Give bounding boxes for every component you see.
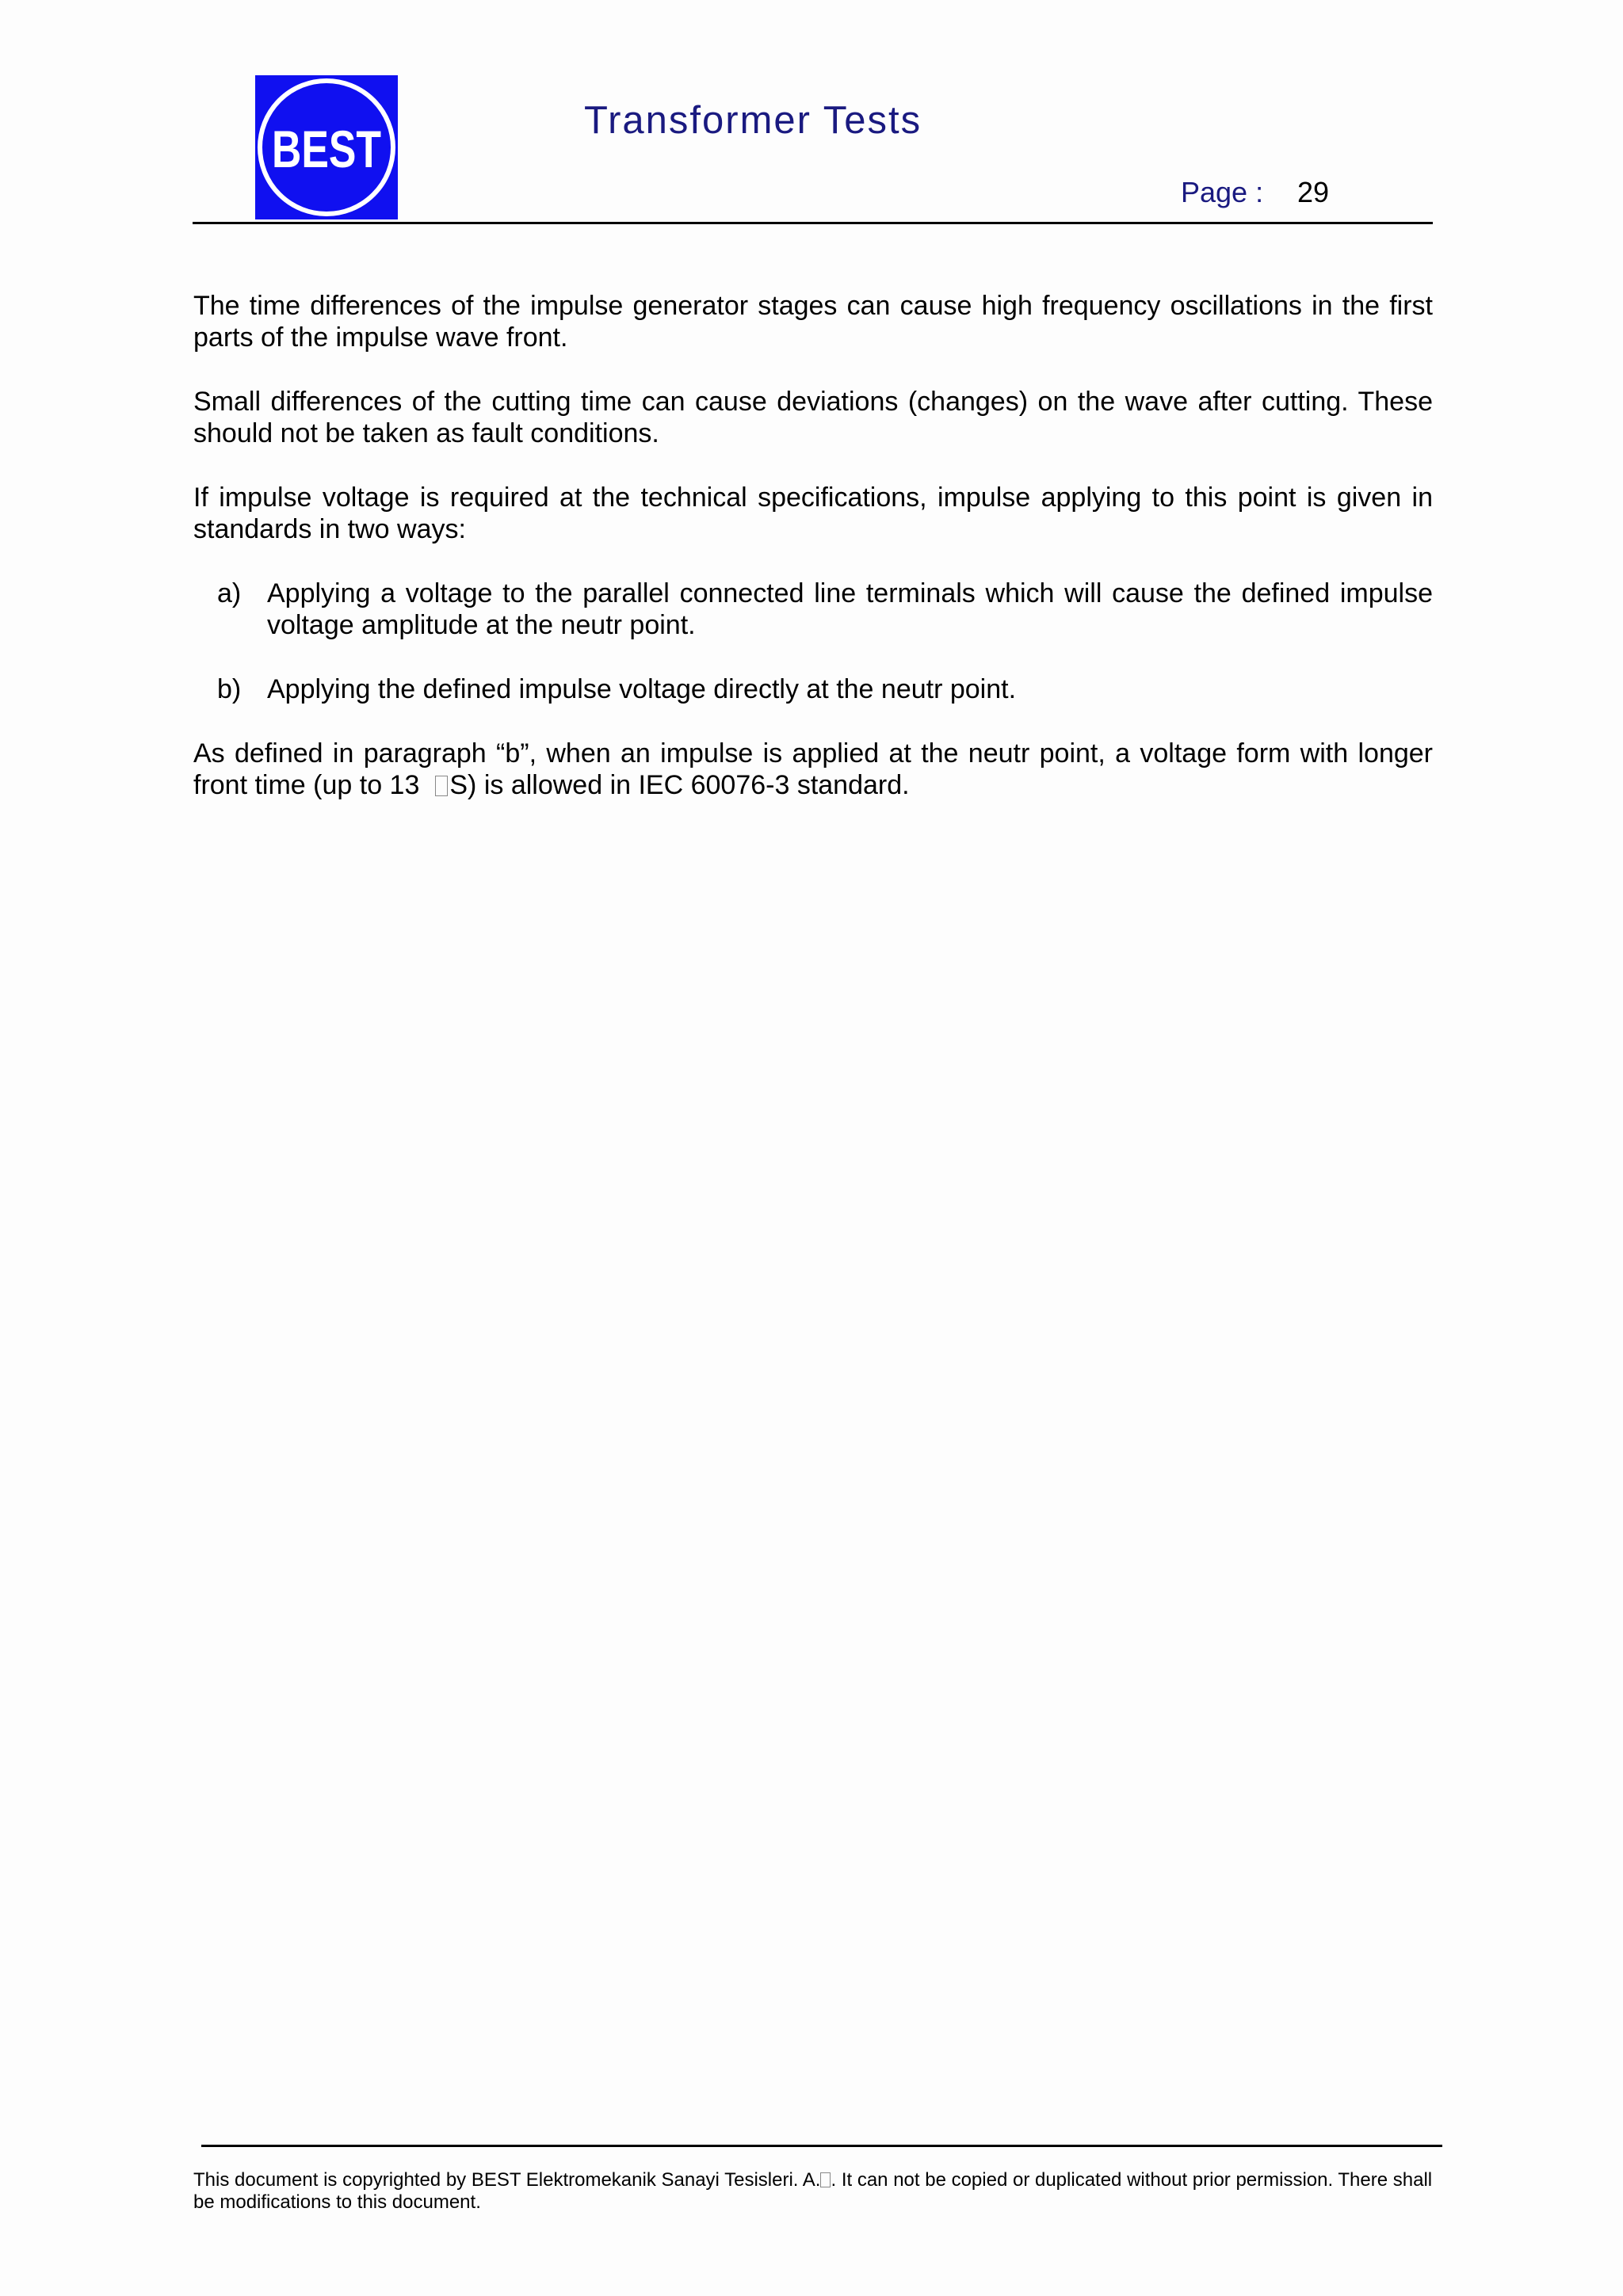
footer-text-after: . It can not be copied or duplicated without prior permission. There shall be modifications to this document. — [193, 2169, 1433, 2213]
list-item-a — [193, 578, 1433, 641]
list-text-b: Applying the defined impulse voltage directly at the neutr point. — [267, 674, 1017, 704]
missing-glyph-icon — [435, 776, 448, 796]
paragraph-oscillations: The time differences of the impulse generator stages can cause high frequency oscillations in the first parts of the impulse wave front. — [193, 291, 1433, 353]
list-text-a: Applying a voltage to the parallel connected line terminals which will cause the defined impulse voltage amplitude at the neutr point. — [267, 578, 1433, 640]
footer-divider — [201, 2145, 1442, 2147]
body-content — [193, 290, 1433, 833]
best-logo-graphic — [255, 75, 398, 219]
paragraph-cutting-time: Small differences of the cutting time can cause deviations (changes) on the wave after cutting. These should not be taken as fault conditions. — [193, 387, 1433, 448]
page-number: 29 — [1297, 176, 1330, 208]
best-logo — [255, 75, 398, 219]
list-marker-a: a) — [217, 578, 242, 608]
list-item-b — [193, 673, 1433, 705]
copyright-notice — [193, 2169, 1433, 2214]
logo-text: BEST — [272, 120, 381, 178]
header-divider — [193, 222, 1433, 224]
paragraph-closing — [193, 738, 1433, 801]
list-marker-b: b) — [217, 674, 242, 704]
closing-text-before: As defined in paragraph “b”, when an impulse is applied at the neutr point, a voltage form with longer front time (up to 13 — [193, 738, 1433, 800]
missing-glyph-icon — [820, 2172, 831, 2187]
document-title: Transformer Tests — [584, 99, 922, 142]
footer-text-before: This document is copyrighted by BEST Elektromekanik Sanayi Tesisleri. A. — [193, 2169, 821, 2191]
closing-text-after: S) is allowed in IEC 60076-3 standard. — [449, 770, 910, 800]
page-label: Page : — [1181, 176, 1264, 208]
paragraph-impulse-voltage: If impulse voltage is required at the technical specifications, impulse applying to this point is given in standards in two ways: — [193, 482, 1433, 544]
